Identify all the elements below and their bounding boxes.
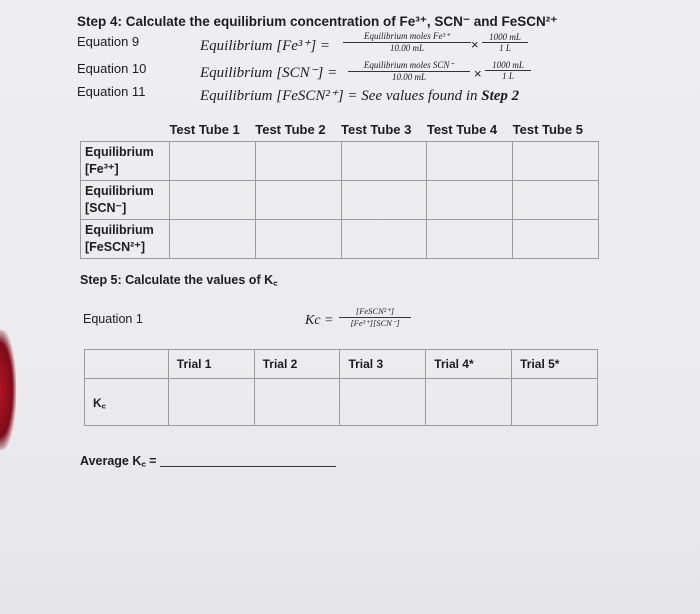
equation9-times: × [471, 37, 479, 52]
row-label-species: [Fe³⁺] [85, 161, 119, 176]
equation9-fraction2-numerator: 1000 mL [489, 32, 521, 42]
equation9-fraction2 [482, 32, 528, 53]
header-trial-1: Trial 1 [168, 350, 254, 379]
row-label-species: [FeSCN²⁺] [85, 239, 146, 254]
kc-trials-table [84, 349, 598, 426]
header-test-tube-5: Test Tube 5 [513, 119, 599, 141]
equation11-step-ref: Step 2 [481, 88, 520, 104]
equation1-denominator: [Fe³⁺][SCN⁻] [350, 318, 400, 328]
cell-fescn-tube-3[interactable] [341, 219, 427, 258]
cell-fescn-tube-1[interactable] [169, 219, 255, 258]
cell-kc-trial-1[interactable] [168, 379, 254, 426]
equation9-fraction1-numerator: Equilibrium moles Fe³⁺ [364, 31, 450, 41]
cell-kc-trial-5[interactable] [512, 379, 598, 426]
equation10-label: Equation 10 [77, 61, 147, 76]
cell-scn-tube-4[interactable] [427, 180, 513, 219]
equation11-text [200, 86, 519, 105]
row-label-kc: K꜀ [85, 379, 169, 426]
header-test-tube-4: Test Tube 4 [427, 119, 513, 141]
cell-scn-tube-3[interactable] [341, 180, 427, 219]
equation1-label: Equation 1 [83, 312, 143, 326]
header-trial-3: Trial 3 [340, 350, 426, 379]
cell-kc-trial-4[interactable] [426, 379, 512, 426]
header-test-tube-1: Test Tube 1 [169, 119, 255, 141]
cell-fe-tube-4[interactable] [427, 141, 513, 180]
cell-fescn-tube-2[interactable] [255, 219, 341, 258]
table-header-row [81, 119, 599, 141]
row-label-fe [81, 141, 170, 180]
equation10-fraction1 [348, 60, 470, 82]
header-trial-2: Trial 2 [254, 350, 340, 379]
equation9-label: Equation 9 [77, 34, 140, 49]
equation9-fraction1-denominator: 10.00 mL [389, 43, 424, 53]
table-row [85, 379, 598, 426]
equation10-fraction2 [485, 60, 531, 81]
equation9-fraction1 [343, 31, 471, 53]
cell-fescn-tube-4[interactable] [427, 219, 513, 258]
cell-fe-tube-2[interactable] [255, 141, 341, 180]
step4-title: Step 4: Calculate the equilibrium concentration of Fe³⁺, SCN⁻ and FeSCN²⁺ [77, 14, 558, 29]
row-label-line: Equilibrium [85, 183, 154, 198]
row-label-line: Equilibrium [85, 222, 154, 237]
average-kc-answer-line[interactable] [160, 466, 336, 467]
step5-title: Step 5: Calculate the values of K꜀ [80, 273, 278, 287]
equation10-fraction1-numerator: Equilibrium moles SCN⁻ [363, 60, 455, 70]
table-row [81, 141, 599, 180]
page-edge-shadow [0, 330, 16, 450]
row-label-fescn [81, 219, 170, 258]
cell-fe-tube-3[interactable] [341, 141, 427, 180]
cell-scn-tube-1[interactable] [169, 180, 255, 219]
equation9-fraction2-denominator: 1 L [499, 43, 511, 53]
equation9-lhs: Equilibrium [Fe³⁺] = [200, 38, 331, 54]
equation10-lhs: Equilibrium [SCN⁻] = [200, 65, 338, 81]
cell-fescn-tube-5[interactable] [513, 219, 599, 258]
header-trial-4: Trial 4* [426, 350, 512, 379]
header-trial-5: Trial 5* [512, 350, 598, 379]
row-label-species: [SCN⁻] [85, 200, 127, 215]
row-label-line: Equilibrium [85, 144, 154, 159]
equation1-lhs: Kc = [305, 313, 334, 328]
table-row [81, 219, 599, 258]
table-corner [85, 350, 169, 379]
equation11-text-body: Equilibrium [FeSCN²⁺] = See values found in [200, 88, 478, 104]
cell-fe-tube-1[interactable] [169, 141, 255, 180]
header-test-tube-2: Test Tube 2 [255, 119, 341, 141]
equation11-label: Equation 11 [77, 84, 146, 99]
table-row [81, 180, 599, 219]
cell-scn-tube-5[interactable] [513, 180, 599, 219]
equation10-fraction1-denominator: 10.00 mL [391, 72, 426, 82]
row-label-scn [81, 180, 170, 219]
cell-fe-tube-5[interactable] [513, 141, 599, 180]
cell-kc-trial-2[interactable] [254, 379, 340, 426]
equation1-numerator: [FeSCN²⁺] [355, 306, 395, 316]
equilibrium-concentration-table [80, 119, 599, 259]
equation1-fraction [339, 306, 411, 329]
header-test-tube-3: Test Tube 3 [341, 119, 427, 141]
table-header-row [85, 350, 598, 379]
equation10-fraction2-numerator: 1000 mL [492, 60, 524, 70]
cell-scn-tube-2[interactable] [255, 180, 341, 219]
average-kc-label: Average K꜀ = [80, 454, 157, 468]
equation10-fraction2-denominator: 1 L [502, 71, 514, 81]
cell-kc-trial-3[interactable] [340, 379, 426, 426]
equation10-times: × [474, 66, 482, 81]
table-corner [81, 119, 170, 141]
